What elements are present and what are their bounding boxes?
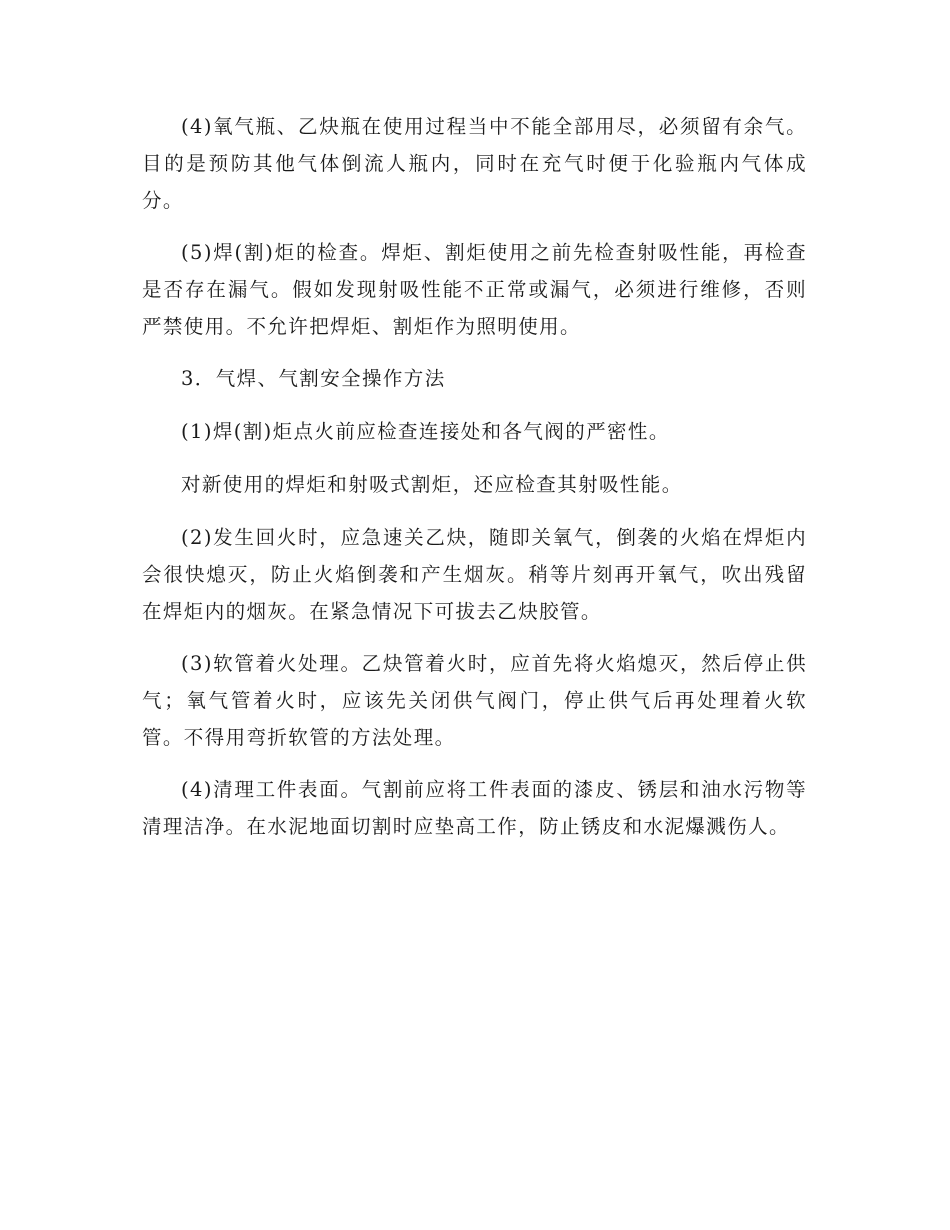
paragraph-torch-inspection: (5)焊(割)炬的检查。焊炬、割炬使用之前先检查射吸性能，再检查是否存在漏气。假如发现射吸性能不正常或漏气，必须进行维修，否则严禁使用。不允许把焊炬、割炬作为照明使用。 [142, 241, 807, 338]
paragraph-flashback-handling: (2)发生回火时，应急速关乙炔，随即关氧气，倒袭的火焰在焊炬内会很快熄灭，防止火焰倒袭和产生烟灰。稍等片刻再开氧气，吹出残留在焊炬内的烟灰。在紧急情况下可拔去乙炔胶管。 [142, 526, 807, 623]
paragraph-ignition-check: (1)焊(割)炬点火前应检查连接处和各气阀的严密性。 [181, 420, 670, 443]
paragraph-cylinder-residual-gas: (4)氧气瓶、乙炔瓶在使用过程当中不能全部用尽，必须留有余气。目的是预防其他气体倒流人瓶内，同时在充气时便于化验瓶内气体成分。 [142, 115, 807, 212]
paragraph-hose-fire-handling: (3)软管着火处理。乙炔管着火时，应首先将火焰熄灭，然后停止供气；氧气管着火时，应该先关闭供气阀门，停止供气后再处理着火软管。不得用弯折软管的方法处理。 [142, 652, 807, 749]
section-heading-safe-operation: 3．气焊、气割安全操作方法 [181, 367, 446, 390]
document-page [142, 108, 807, 860]
paragraph-new-torch-check: 对新使用的焊炬和射吸式割炬，还应检查其射吸性能。 [181, 473, 683, 496]
paragraph-workpiece-cleaning: (4)清理工件表面。气割前应将工件表面的漆皮、锈层和油水污物等清理洁净。在水泥地面切割时应垫高工作，防止锈皮和水泥爆溅伤人。 [142, 778, 807, 838]
